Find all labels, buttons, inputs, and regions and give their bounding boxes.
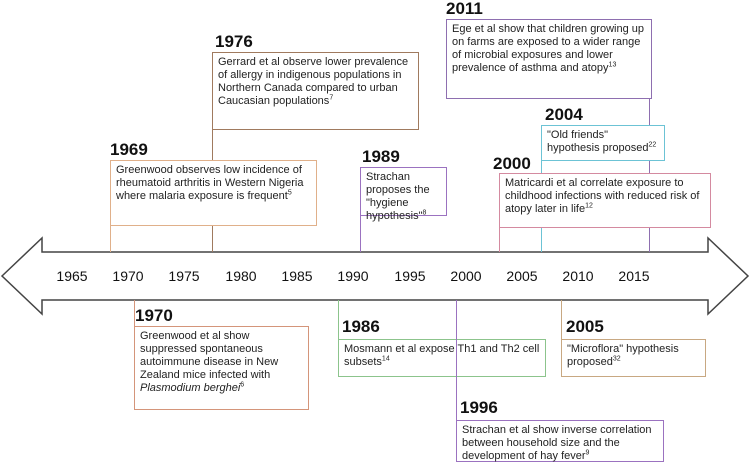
event-year: 1989 [362, 147, 400, 166]
event-box-1976 [212, 52, 419, 130]
event-ref: 14 [381, 355, 390, 363]
event-box-1970 [134, 326, 309, 410]
event-box-2011 [446, 19, 652, 99]
tick-label: 2000 [450, 268, 482, 284]
event-box-2005 [561, 339, 706, 377]
connector-line [456, 300, 457, 421]
event-ref: 32 [612, 355, 621, 363]
event-text-italic: Plasmodium berghei [140, 382, 241, 394]
event-text: Strachan et al show inverse correlation between household size and the development of hay fever [462, 424, 652, 462]
event-box-1996 [456, 420, 664, 462]
tick-label: 1985 [281, 268, 313, 284]
event-ref: 6 [240, 381, 245, 389]
tick-label: 1975 [168, 268, 200, 284]
event-ref: 12 [585, 202, 593, 210]
event-year: 2005 [566, 317, 604, 336]
event-year: 1986 [342, 317, 380, 336]
event-box-1986 [338, 339, 546, 377]
event-year: 2011 [446, 0, 483, 18]
event-box-1969 [110, 160, 317, 226]
tick-label: 1995 [394, 268, 426, 284]
event-ref: 5 [287, 189, 292, 197]
event-year: 2004 [545, 105, 583, 124]
connector-line [499, 227, 500, 252]
event-text: Ege et al show that children growing up on farms are exposed to a wider range of microbial exposures and lower prevalence of asthma and atopy [452, 23, 645, 74]
event-text: "Microflora" hypothesis proposed [567, 343, 679, 368]
event-text: Matricardi et al correlate exposure to childhood infections with reduced risk of atopy later in life [505, 177, 700, 215]
event-text: Strachan proposes the "hygiene hypothesis" [366, 171, 430, 222]
tick-label: 1980 [225, 268, 257, 284]
event-text: Greenwood et al show suppressed spontaneous autoimmune disease in New Zealand mice infected with [140, 330, 279, 381]
event-text: Gerrard et al observe lower prevalence of allergy in indigenous populations in Northern Canada compared to urban Caucasian populations [218, 56, 409, 107]
event-text: Greenwood observes low incidence of rheumatoid arthritis in Western Nigeria where malaria exposure is frequent [116, 164, 304, 202]
event-box-1989 [360, 167, 447, 222]
connector-line [338, 300, 339, 340]
tick-label: 2015 [618, 268, 650, 284]
tick-label: 2010 [562, 268, 594, 284]
event-year: 1970 [135, 306, 173, 325]
event-ref: 22 [648, 141, 657, 149]
event-year: 2000 [493, 154, 531, 173]
event-ref: 13 [608, 61, 617, 69]
event-year: 1969 [110, 140, 148, 159]
event-text: "Old friends" hypothesis proposed [547, 129, 649, 154]
tick-label: 2005 [506, 268, 538, 284]
connector-line [561, 300, 562, 340]
event-ref: 7 [329, 94, 334, 102]
tick-label: 1965 [56, 268, 88, 284]
event-year: 1996 [460, 398, 498, 417]
connector-line [110, 225, 111, 252]
event-text: Mosmann et al expose Th1 and Th2 cell subsets [344, 343, 540, 368]
event-ref: 8 [422, 209, 427, 217]
tick-label: 1990 [337, 268, 369, 284]
event-year: 1976 [215, 32, 253, 51]
event-box-2004 [541, 125, 665, 161]
event-box-2000 [499, 173, 711, 228]
connector-line [360, 215, 361, 252]
tick-label: 1970 [112, 268, 144, 284]
event-ref: 9 [585, 449, 590, 457]
